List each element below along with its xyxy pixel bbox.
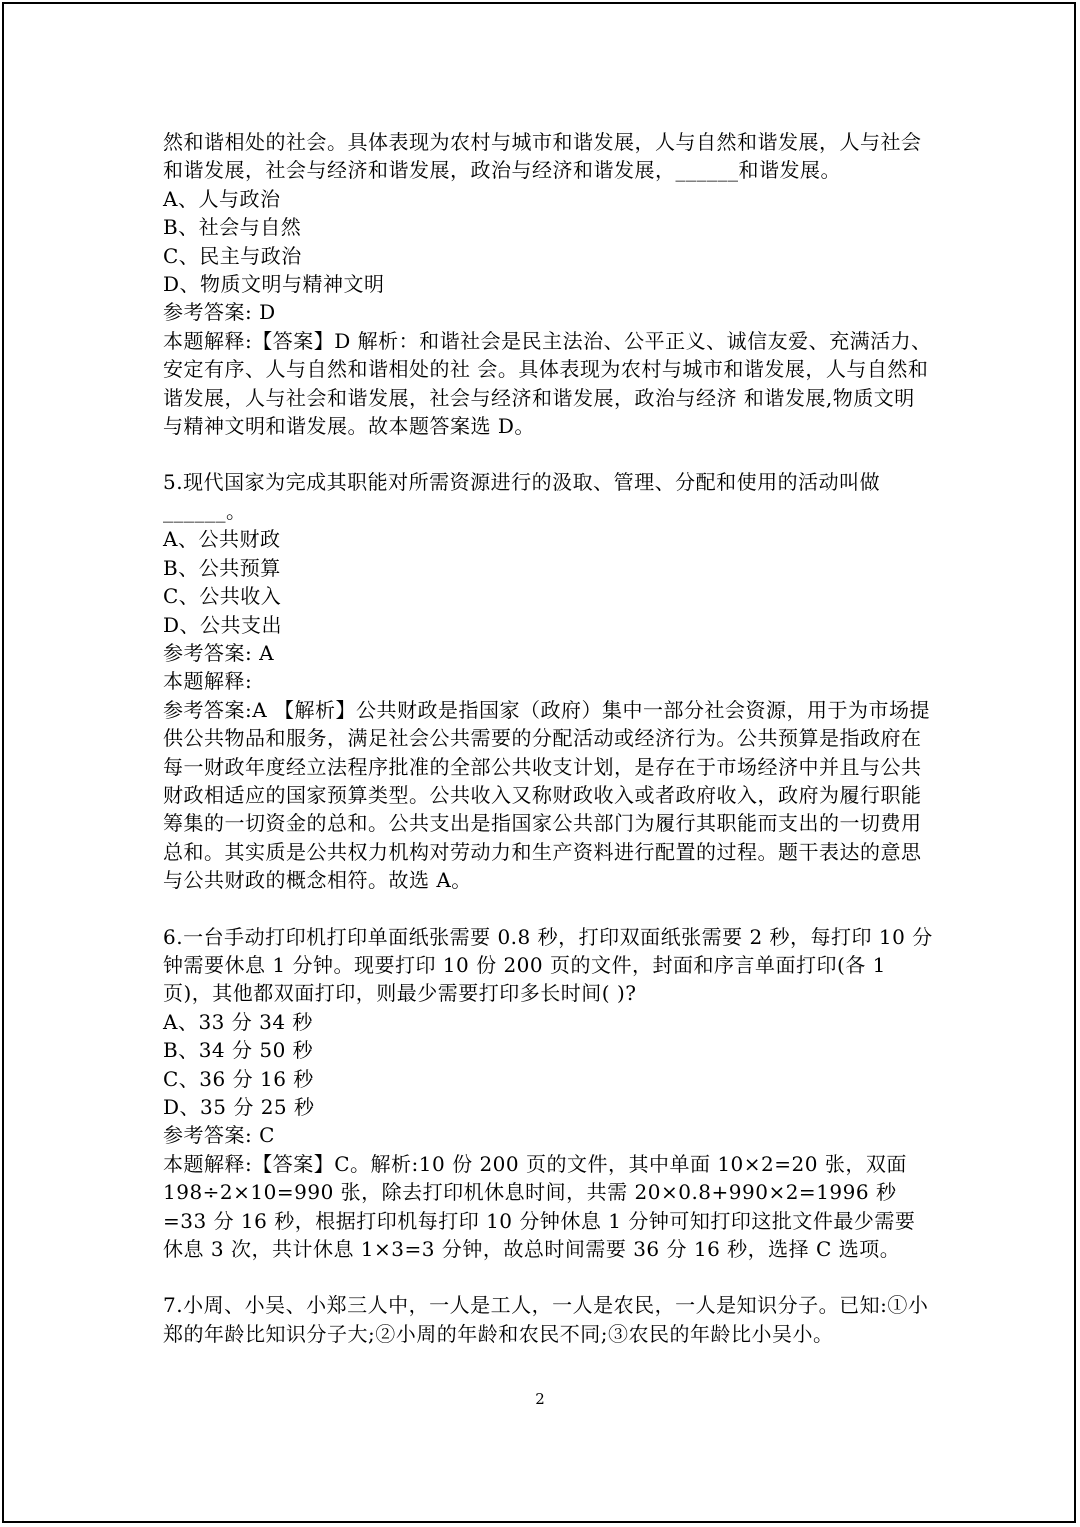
question-stem: 5.现代国家为完成其职能对所需资源进行的汲取、管理、分配和使用的活动叫做______。: [163, 470, 881, 523]
option-b: B、34 分 50 秒: [163, 1038, 314, 1063]
question-stem: 然和谐相处的社会。具体表现为农村与城市和谐发展，人与自然和谐发展，人与社会和谐发展，社会与经济和谐发展，政治与经济和谐发展，______和谐发展。: [163, 130, 922, 183]
question-6: [163, 923, 933, 1264]
question-7: [163, 1291, 933, 1348]
option-b: B、社会与自然: [163, 215, 302, 240]
document-body: [163, 128, 933, 1348]
option-a: A、公共财政: [163, 527, 281, 552]
reference-answer: 参考答案: C: [163, 1123, 275, 1148]
option-c: C、公共收入: [163, 584, 282, 609]
explanation-label: 本题解释:: [163, 669, 253, 694]
option-d: D、35 分 25 秒: [163, 1095, 315, 1119]
option-c: C、36 分 16 秒: [163, 1066, 314, 1091]
reference-answer: 参考答案: D: [163, 300, 276, 325]
option-a: A、人与政治: [163, 186, 281, 211]
question-4-continued: [163, 128, 933, 440]
question-stem: 7.小周、小吴、小郑三人中，一人是工人，一人是农民，一人是知识分子。已知:①小郑的年龄比知识分子大;②小周的年龄和农民不同;③农民的年龄比小吴小。: [163, 1293, 929, 1346]
option-c: C、民主与政治: [163, 243, 302, 268]
explanation: 参考答案:A 【解析】公共财政是指国家（政府）集中一部分社会资源，用于为市场提供公共物品和服务，满足社会公共需要的分配活动或经济行为。公共预算是指政府在每一财政年度经立法程序批准的全部公共收支计划，是存在于市场经济中并且与公共财政相适应的国家预算类型。公共收入又称财政收入或者政府收入，政府为履行职能筹集的一切资金的总和。公共支出是指国家公共部门为履行其职能而支出的一切费用总和。其实质是公共权力机构对劳动力和生产资料进行配置的过程。题干表达的意思与公共财政的概念相符。故选 A。: [163, 697, 931, 893]
option-a: A、33 分 34 秒: [163, 1009, 313, 1034]
explanation: 本题解释:【答案】D 解析：和谐社会是民主法治、公平正义、诚信友爱、充满活力、安定有序、人与自然和谐相处的社 会。具体表现为农村与城市和谐发展，人与自然和谐发展，人与社会和谐发展，社会与经济和谐发展，政治与经济 和谐发展,物质文明与精神文明和谐发展。故本题答案选 D。: [163, 328, 932, 439]
option-b: B、公共预算: [163, 555, 281, 580]
question-5: [163, 468, 933, 894]
reference-answer: 参考答案: A: [163, 640, 275, 665]
explanation: 本题解释:【答案】C。解析:10 份 200 页的文件，其中单面 10×2=20 张，双面 198÷2×10=990 张，除去打印机休息时间，共需 20×0.8+990×2=1996 秒=33 分 16 秒，根据打印机每打印 10 分钟休息 1 分钟可知打印这批文件最少需要休息 3 次，共计休息 1×3=3 分钟，故总时间需要 36 分 16 秒，选择 C 选项。: [163, 1151, 916, 1262]
page-number: 2: [535, 1390, 545, 1408]
option-d: D、公共支出: [163, 612, 283, 637]
question-stem: 6.一台手动打印机打印单面纸张需要 0.8 秒，打印双面纸张需要 2 秒，每打印 10 分钟需要休息 1 分钟。现要打印 10 份 200 页的文件，封面和序言单面打印(各 1 页)，其他都双面打印，则最少需要打印多长时间( )?: [163, 924, 933, 1006]
option-d: D、物质文明与精神文明: [163, 272, 385, 297]
